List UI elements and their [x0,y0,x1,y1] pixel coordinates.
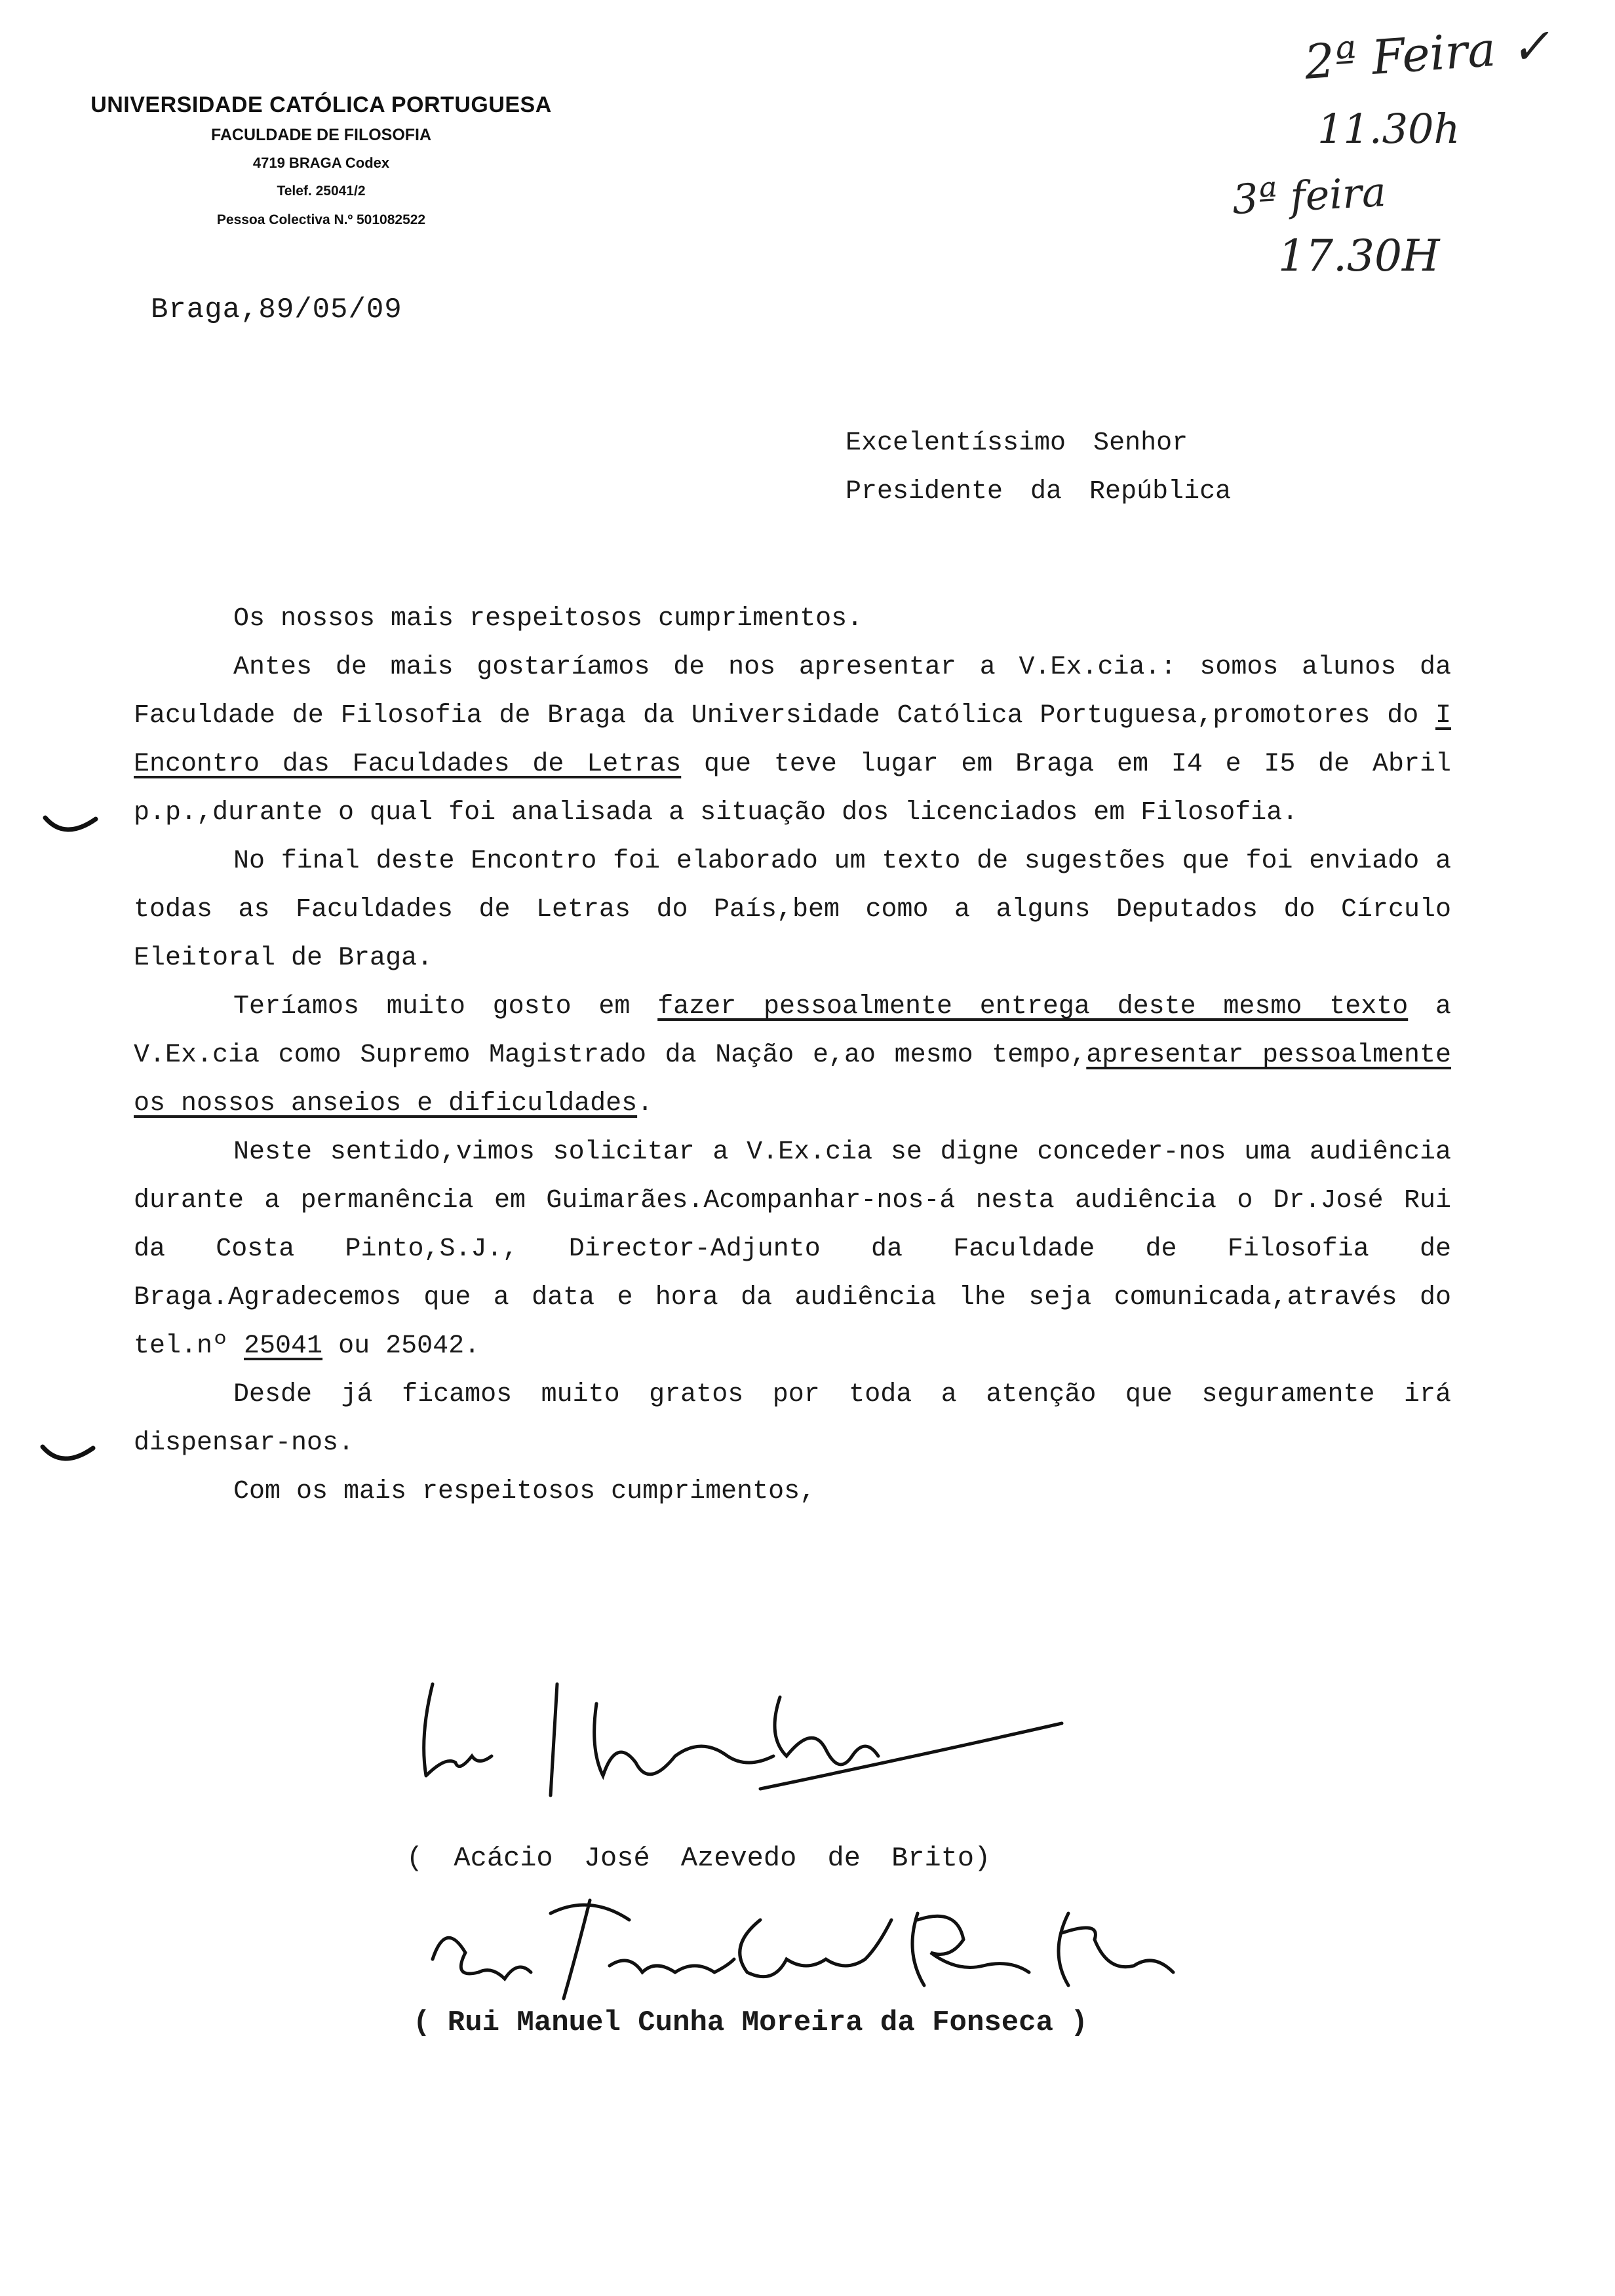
intro-text-end: que teve lugar em Braga em I4 e I5 de Abril p.p.,durante o qual foi analisada a situação dos licenciados em Filosofia. [134,750,1451,828]
margin-checkmark-1 [42,811,101,844]
request-underlined-2: apresentar pessoalmente os nossos anseios e dificuldades [134,1041,1452,1119]
closing-line: Com os mais respeitosos cumprimentos, [233,1477,816,1506]
audience-text-end: ou 25042. [322,1331,480,1361]
letterhead-phone: Telef. 25041/2 [277,183,366,199]
handwritten-note-line4: 17.30H [1278,231,1440,281]
audience-text: Neste sentido,vimos solicitar a V.Ex.cia se digne conceder-nos uma audiência durante a permanência em Guimarães.Acompanhar-nos-á nesta audiência o Dr.José Rui da Costa Pinto,S.J., Director-Adjunto da Faculdade de Filosofia de Braga.Agradecemos que a data e hora da audiência lhe seja comunicada,através do tel.nº [134,1138,1451,1361]
signatory-name-1: ( Acácio José Azevedo de Brito) [406,1843,991,1874]
signatory-name-2: ( Rui Manuel Cunha Moreira da Fonseca ) [413,2006,1088,2039]
suggestions-paragraph: No final deste Encontro foi elaborado um texto de sugestões que foi enviado a todas as Faculdades de Letras do País,bem como a alguns Deputados do Círculo Eleitoral de Braga. [134,847,1451,973]
introduction-paragraph [134,643,1451,837]
signature-acacio [393,1658,1114,1802]
margin-checkmark-2 [39,1440,98,1473]
addressee-line1: Excelentíssimo Senhor [846,429,1188,458]
letter-body [134,595,1451,1516]
letterhead-address: 4719 BRAGA Codex [252,155,390,171]
intro-text: Antes de mais gostaríamos de nos apresentar a V.Ex.cia.: somos alunos da Faculdade de Filosofia de Braga da Universidade Católica Portuguesa,promotores do [134,653,1451,731]
phone-underlined: 25041 [244,1331,323,1361]
addressee-line2: Presidente da República [846,477,1232,507]
addressee-block [846,419,1231,516]
signature-rui [419,1881,1206,2012]
request-paragraph [134,983,1451,1128]
encontro-underlined: I Encontro das Faculdades de Letras [134,701,1451,779]
letter-date: Braga,89/05/09 [151,294,402,326]
handwritten-note-line2: 11.30h [1317,105,1460,153]
request-text-start: Teríamos muito gosto em [233,992,658,1022]
handwritten-note-line3: 3ª feira [1231,167,1388,224]
letterhead-university: UNIVERSIDADE CATÓLICA PORTUGUESA [90,92,552,117]
letterhead-faculty: FACULDADE DE FILOSOFIA [210,126,432,144]
request-text-mid: a V.Ex.cia como Supremo Magistrado da Nação e,ao mesmo tempo, [134,992,1451,1070]
handwritten-note-line1: 2ª Feira ✓ [1302,18,1552,90]
audience-paragraph [134,1128,1451,1371]
letterhead [85,89,557,235]
request-text-end: . [637,1089,653,1119]
thanks-paragraph: Desde já ficamos muito gratos por toda a atenção que seguramente irá dispensar-nos. [134,1380,1451,1458]
letterhead-registry: Pessoa Colectiva N.º 501082522 [216,212,426,227]
signature-block [393,1658,1311,2039]
request-underlined-1: fazer pessoalmente entrega deste mesmo texto [657,992,1409,1022]
greeting-paragraph: Os nossos mais respeitosos cumprimentos. [233,604,863,634]
